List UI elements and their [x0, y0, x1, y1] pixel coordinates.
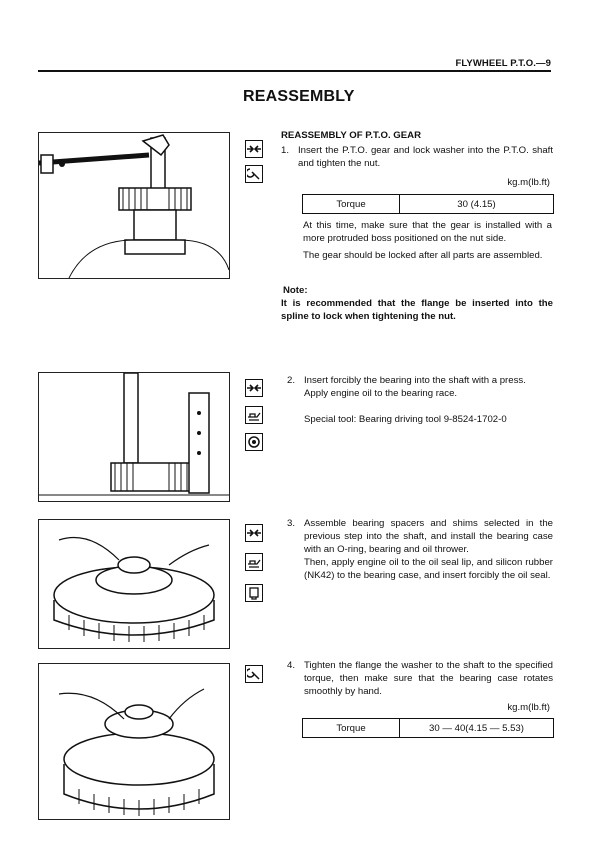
- paragraph: At this time, make sure that the gear is installed with a more protruded boss positioned on the nut side.: [303, 220, 552, 244]
- torque-table: [302, 718, 554, 738]
- special-tool-icon: [245, 433, 263, 451]
- step-1: [281, 144, 553, 172]
- figure-bearing-case-install: [38, 519, 230, 649]
- page-header-title: FLYWHEEL P.T.O.—9: [455, 58, 551, 69]
- sealant-tube-icon: [245, 584, 263, 602]
- step-text: Insert forcibly the bearing into the shaft with a press.: [304, 375, 526, 386]
- special-tool-text: Special tool: Bearing driving tool 9-8524-1702-0: [304, 414, 507, 425]
- torque-label: Torque: [303, 195, 400, 213]
- install-arrows-icon: [245, 524, 263, 542]
- oil-can-icon: [245, 553, 263, 571]
- note-label: Note:: [283, 285, 308, 296]
- torque-wrench-icon: [245, 165, 263, 183]
- step-3: [287, 517, 553, 582]
- torque-label: Torque: [303, 719, 400, 737]
- torque-wrench-icon: [245, 665, 263, 683]
- install-arrows-icon: [245, 140, 263, 158]
- figure-flange-tighten: [38, 663, 230, 820]
- page-title: REASSEMBLY: [243, 88, 355, 105]
- note-text: It is recommended that the flange be inserted into the spline to lock when tightening the nut.: [281, 298, 553, 322]
- step-number: 4.: [287, 660, 296, 671]
- section-heading: REASSEMBLY OF P.T.O. GEAR: [281, 130, 422, 141]
- step-text: Tighten the flange the washer to the shaft to the specified torque, then make sure that the bearing case rotates smoothly by hand.: [304, 660, 553, 697]
- install-arrows-icon: [245, 379, 263, 397]
- paragraph: The gear should be locked after all parts are assembled.: [303, 250, 543, 261]
- torque-value: 30 — 40(4.15 — 5.53): [429, 722, 524, 734]
- step-1-notes: [303, 219, 552, 266]
- oil-can-icon: [245, 406, 263, 424]
- header-rule: [38, 70, 551, 72]
- figure-bearing-press: [38, 372, 230, 502]
- step-number: 2.: [287, 375, 296, 386]
- paragraph: Assemble bearing spacers and shims selected in the previous step into the shaft, and install the bearing case with an O-ring, bearing and oil thrower.: [304, 518, 553, 555]
- paragraph: Then, apply engine oil to the oil seal lip, and silicon rubber (NK42) to the bearing case, and insert forcibly the oil seal.: [304, 557, 553, 581]
- step-number: 3.: [287, 518, 296, 529]
- step-4: [287, 659, 553, 698]
- torque-unit: kg.m(lb.ft): [507, 177, 550, 188]
- torque-value: 30 (4.15): [457, 198, 496, 210]
- step-text: Insert the P.T.O. gear and lock washer into the P.T.O. shaft and tighten the nut.: [298, 145, 553, 169]
- torque-table: [302, 194, 554, 214]
- figure-pto-gear-nut: [38, 132, 230, 279]
- step-number: 1.: [281, 145, 290, 156]
- step-2: [287, 374, 553, 426]
- step-text: Apply engine oil to the bearing race.: [304, 388, 458, 399]
- torque-unit: kg.m(lb.ft): [507, 702, 550, 713]
